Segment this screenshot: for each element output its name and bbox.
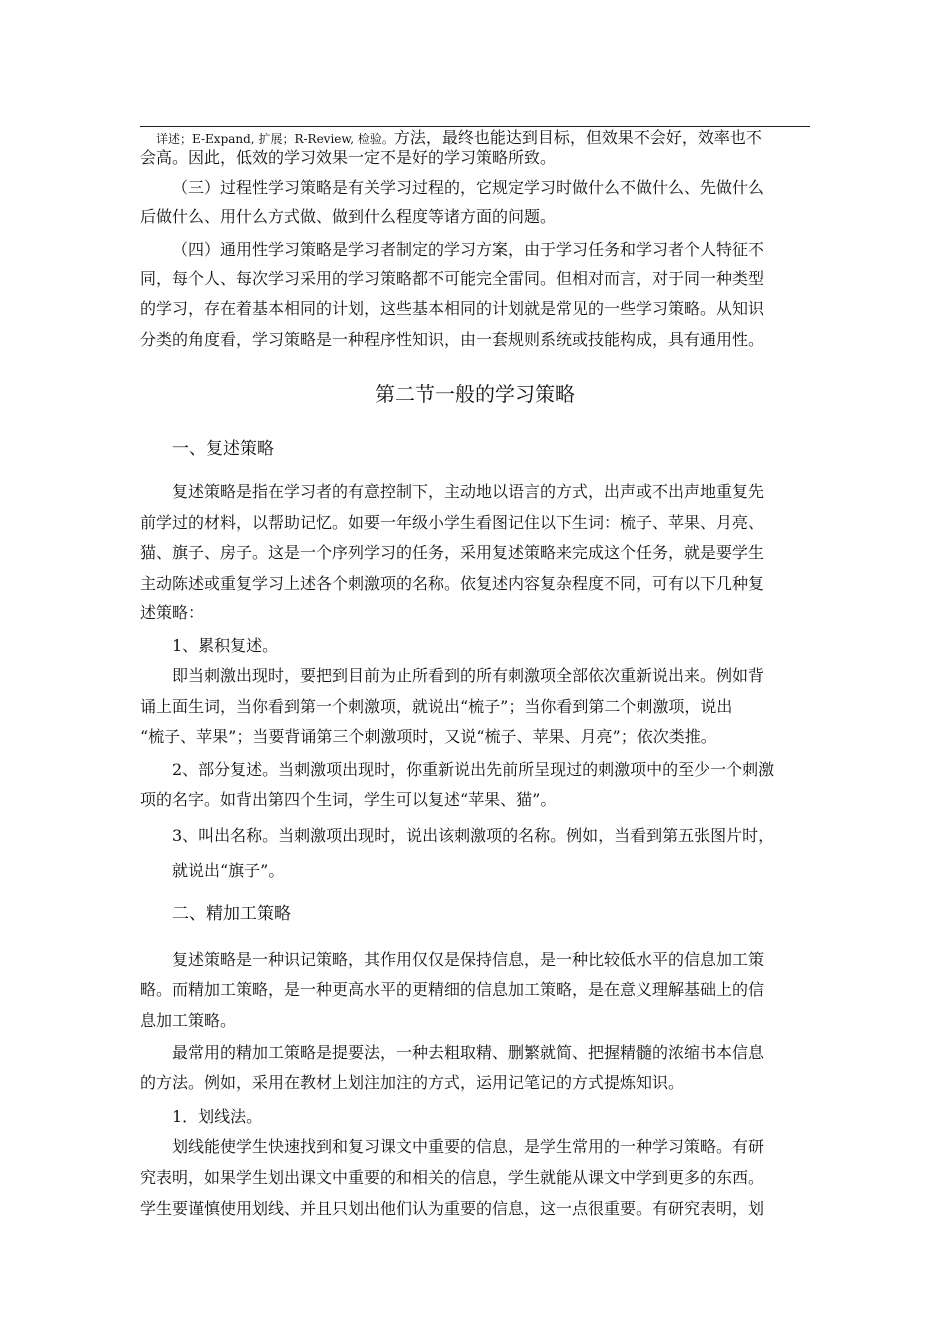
paragraph-line: 的学习，存在着基本相同的计划，这些基本相同的计划就是常见的一些学习策略。从知识 xyxy=(140,299,765,318)
footnote-separator xyxy=(140,126,810,127)
list-item-underlining: 1．划线法。 xyxy=(172,1107,263,1126)
paragraph-line: “梳子、苹果”；当要背诵第三个刺激项时，又说“梳子、苹果、月亮”；依次类推。 xyxy=(140,727,717,746)
paragraph-line: 即当刺激出现时，要把到目前为止所看到的所有刺激项全部依次重新说出来。例如背 xyxy=(172,666,765,685)
paragraph-line: 复述策略是一种识记策略，其作用仅仅是保持信息，是一种比较低水平的信息加工策 xyxy=(172,950,765,969)
paragraph-line: 会高。因此，低效的学习效果一定不是好的学习策略所致。 xyxy=(140,148,557,167)
list-item-partial: 2、部分复述。当刺激项出现时，你重新说出先前所呈现过的刺激项中的至少一个刺激 xyxy=(172,760,775,779)
paragraph-line: 述策略： xyxy=(140,603,205,622)
paragraph-line: 就说出“旗子”。 xyxy=(172,861,285,880)
paragraph-line: 学生要谨慎使用划线、并且只划出他们认为重要的信息，这一点很重要。有研究表明，划 xyxy=(140,1199,765,1218)
paragraph-line: 前学过的材料，以帮助记忆。如要一年级小学生看图记住以下生词：梳子、苹果、月亮、 xyxy=(140,513,765,532)
footnote-text: 详述；E-Expand, 扩展；R-Review, 检验。 xyxy=(156,132,394,146)
paragraph-line: （四）通用性学习策略是学习者制定的学习方案，由于学习任务和学习者个人特征不 xyxy=(172,240,765,259)
paragraph-line: 分类的角度看，学习策略是一种程序性知识，由一套规则系统或技能构成，具有通用性。 xyxy=(140,330,765,349)
paragraph-line: 后做什么、用什么方式做、做到什么程度等诸方面的问题。 xyxy=(140,207,557,226)
paragraph-line: 究表明，如果学生划出课文中重要的和相关的信息，学生就能从课文中学到更多的东西。 xyxy=(140,1168,765,1187)
paragraph-line: 息加工策略。 xyxy=(140,1011,237,1030)
section-title: 第二节一般的学习策略 xyxy=(375,382,575,406)
paragraph-line: 项的名字。如背出第四个生词，学生可以复述“苹果、猫”。 xyxy=(140,790,557,809)
heading-rehearsal-strategy: 一、复述策略 xyxy=(172,439,274,459)
paragraph-line: （三）过程性学习策略是有关学习过程的，它规定学习时做什么不做什么、先做什么 xyxy=(172,178,765,197)
list-item-naming: 3、叫出名称。当刺激项出现时，说出该刺激项的名称。例如，当看到第五张图片时， xyxy=(172,826,775,845)
paragraph-line: 的方法。例如，采用在教材上划注加注的方式，运用记笔记的方式提炼知识。 xyxy=(140,1073,685,1092)
paragraph-line: 略。而精加工策略，是一种更高水平的更精细的信息加工策略，是在意义理解基础上的信 xyxy=(140,980,765,999)
paragraph-line: 复述策略是指在学习者的有意控制下，主动地以语言的方式，出声或不出声地重复先 xyxy=(172,482,765,501)
paragraph-line: 划线能使学生快速找到和复习课文中重要的信息，是学生常用的一种学习策略。有研 xyxy=(172,1137,765,1156)
paragraph-line: 诵上面生词，当你看到第一个刺激项，就说出“梳子”；当你看到第二个刺激项，说出 xyxy=(140,697,733,716)
footnote-continuation: 方法，最终也能达到目标，但效果不会好，效率也不 xyxy=(393,128,762,147)
list-item-cumulative: 1、累积复述。 xyxy=(172,636,279,655)
paragraph-line: 同，每个人、每次学习采用的学习策略都不可能完全雷同。但相对而言，对于同一种类型 xyxy=(140,269,765,288)
paragraph-line: 主动陈述或重复学习上述各个刺激项的名称。依复述内容复杂程度不同，可有以下几种复 xyxy=(140,574,765,593)
paragraph-line: 最常用的精加工策略是提要法，一种去粗取精、删繁就简、把握精髓的浓缩书本信息 xyxy=(172,1043,765,1062)
footnote-line xyxy=(140,128,810,149)
paragraph-line: 猫、旗子、房子。这是一个序列学习的任务，采用复述策略来完成这个任务，就是要学生 xyxy=(140,543,765,562)
heading-elaboration-strategy: 二、精加工策略 xyxy=(172,904,291,924)
